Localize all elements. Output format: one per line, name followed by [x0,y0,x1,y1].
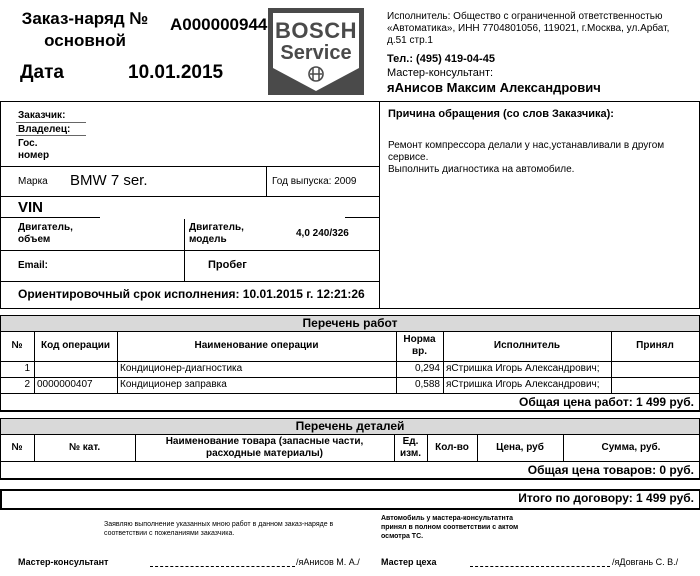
acceptance-line3: осмотра ТС. [381,533,424,540]
table-row: 2 [24,379,30,390]
contractor-line3: д.51 стр.1 [387,35,433,46]
engine-model-label-line1: Двигатель, [189,222,244,233]
order-title-line1: Заказ-наряд № [21,9,149,28]
parts-col-qty: Кол-во [435,442,469,453]
order-title-line2: основной [44,31,126,50]
engine-volume-label-line1: Двигатель, [18,222,73,233]
order-title [10,8,160,52]
brand-label: Марка [18,176,48,187]
works-col-num: № [11,340,23,351]
logo-bosch-text: BOSCH [275,18,357,43]
parts-col-unit-line2: изм. [399,448,422,459]
master-statement-line2: соответствии с пожеланиями заказчика. [104,530,235,537]
works-col-code: Код операции [40,340,111,351]
parts-col-price: Цена, руб [496,442,544,453]
engine-model-label [189,222,244,246]
works-row-norm: 0,588 [414,379,440,390]
works-row-name: Кондиционер заправка [120,379,227,390]
acceptance-line2: принял в полном соответствии с актом [381,524,519,531]
table-row: 1 [24,363,30,374]
works-col-name: Наименование операции [194,340,319,351]
acceptance-statement [381,514,518,541]
date-value: 10.01.2015 [128,62,224,83]
bosch-service-logo [268,8,364,95]
plate-label-line2: номер [18,150,50,161]
engine-volume-label-line2: объем [18,234,51,245]
works-title: Перечень работ [302,316,398,330]
reason-text [388,140,664,176]
contractor-info [387,11,669,47]
works-total: Общая цена работ: 1 499 руб. [519,395,694,409]
customer-label: Заказчик: [18,110,66,121]
parts-col-num: № [11,442,23,453]
parts-col-name-line2: расходные материалы) [206,448,323,459]
master-name: яАнисов Максим Александрович [387,80,601,95]
plate-label [18,138,49,162]
master-statement [104,520,333,538]
contractor-line2: «Автоматика», ИНН 7704801056, 119021, г.Москва, ул.Арбат, [387,23,670,34]
redaction-mask [86,104,346,166]
reason-line1: Ремонт компрессора делали у нас,устанавливали в другом [388,140,665,151]
engine-volume-label [18,222,73,246]
parts-col-cat: № кат. [68,442,101,453]
owner-label: Владелец: [18,124,71,135]
year-label: Год выпуска: 2009 [272,176,357,187]
master-signature-line [150,566,295,567]
parts-col-unit-line1: Ед. [402,436,419,447]
works-col-norm [396,334,443,358]
works-col-accepted: Принял [636,340,674,351]
master-statement-line1: Заявляю выполнение указанных мною работ в данном заказ-наряде в [104,521,334,528]
master-label: Мастер-консультант: [387,67,494,79]
vin-label: VIN [18,199,44,216]
redaction-mask-vin [100,197,345,219]
acceptance-line1: Автомобиль у мастера-консультатнта [381,515,514,522]
works-row-code: 0000000407 [37,379,93,390]
contractor-line1: Исполнитель: Общество с ограниченной ответственностью [387,11,663,22]
shop-signature-line [470,566,610,567]
works-col-norm-line2: вр. [411,346,428,357]
parts-col-name [135,436,394,460]
footer-shop-sign: /яДовгань С. В./ [612,557,679,567]
brand-value: BMW 7 ser. [70,172,148,189]
engine-model-value: 4,0 240/326 [296,228,349,239]
reason-title: Причина обращения (со слов Заказчика): [388,108,614,120]
works-col-norm-line1: Норма [403,334,436,345]
reason-line2: сервисе. [388,152,429,163]
engine-model-label-line2: модель [189,234,227,245]
parts-col-unit [394,436,427,460]
email-label: Email: [18,260,49,271]
works-col-executor: Исполнитель [493,340,561,351]
works-row-executor: яСтришка Игорь Александрович; [446,363,600,374]
grand-total: Итого по договору: 1 499 руб. [518,491,694,505]
works-row-executor: яСтришка Игорь Александрович; [446,379,600,390]
plate-label-line1: Гос. [18,138,38,149]
works-row-name: Кондиционер-диагностика [120,363,243,374]
parts-col-sum: Сумма, руб. [601,442,661,453]
reason-line3: Выполнить диагностика на автомобиле. [388,164,575,175]
date-label: Дата [20,62,64,83]
parts-col-name-line1: Наименование товара (запасные части, [165,436,364,447]
deadline-text: Ориентировочный срок исполнения: 10.01.2015 г. 12:21:26 [18,287,365,301]
footer-shop-label: Мастер цеха [381,557,437,567]
works-row-norm: 0,294 [414,363,440,374]
footer-master-sign: /яАнисов М. А./ [296,557,360,567]
contractor-phone: Тел.: (495) 419-04-45 [387,53,495,65]
logo-service-text: Service [280,42,352,64]
order-number: A000000944 [170,15,268,34]
parts-title: Перечень деталей [295,419,405,433]
parts-total: Общая цена товаров: 0 руб. [527,463,694,477]
footer-master-label: Мастер-консультант [18,557,109,567]
mileage-label: Пробег [208,259,247,271]
